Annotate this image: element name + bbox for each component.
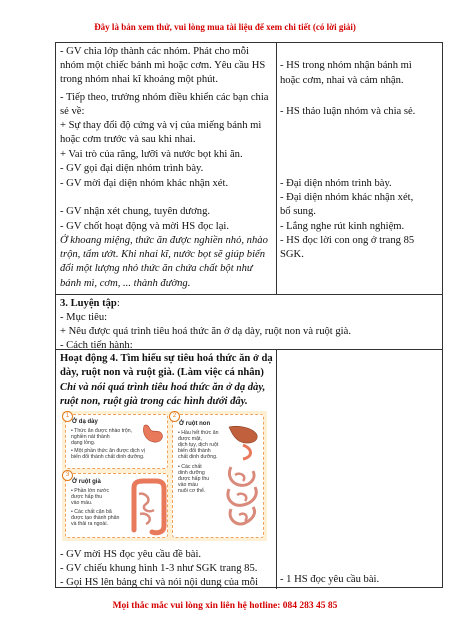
panel-bullet: nghiền nát thành (71, 434, 110, 440)
panel-bullet: được tạo thành phân (71, 515, 120, 521)
conclusion-text: Ở khoang miệng, thức ăn được nghiền nhỏ, nhào (60, 235, 268, 246)
teacher-step: - GV mời đại diện nhóm khác nhận xét. (60, 178, 229, 189)
activity-heading: dày, ruột non và ruột già. (Làm việc cá nhân) (60, 367, 264, 378)
digestion-diagram (62, 411, 267, 541)
teacher-step: - GV mời HS đọc yêu cầu đề bài. (60, 549, 202, 560)
preview-notice: Đây là bản xem thử, vui lòng mua tài liệu để xem chi tiết (có lời giải) (94, 22, 356, 32)
stomach-illustration (140, 423, 166, 445)
teacher-step: trong nhóm nhai kĩ khoảng một phút. (60, 74, 219, 85)
teacher-step: nhóm một chiếc bánh mì hoặc cơm. Yêu cầu HS (60, 60, 266, 71)
panel-bullet: vào máu (178, 482, 198, 488)
panel-bullet: • Hầu hết thức ăn (178, 430, 219, 436)
panel-bullet: nuôi cơ thể. (178, 488, 206, 494)
student-step: SGK. (280, 249, 304, 260)
conclusion-text: đổi một lượng nhỏ thức ăn chứa chất bột như (60, 263, 253, 274)
student-step: - 1 HS đọc yêu cầu bài. (280, 574, 380, 585)
panel-bullet: • Một phần thức ăn được dịch vị (71, 448, 145, 454)
objective-text: + Nêu được quá trình tiêu hoá thức ăn ở dạ dày, ruột non và ruột già. (60, 326, 351, 337)
panel-bullet: được hấp thu (178, 476, 210, 482)
student-step: hoặc cơm, nhai và cảm nhận. (280, 75, 404, 86)
teacher-step: - GV chốt hoạt động và mời HS đọc lại. (60, 221, 229, 232)
panel-number: 1 (62, 411, 73, 422)
panel-bullet: được hấp thu (71, 494, 103, 500)
teacher-step: - GV nhận xét chung, tuyên dương. (60, 206, 211, 217)
procedure-label: - Cách tiến hành: (60, 340, 133, 351)
panel-bullet: • Phần lớn nước (71, 488, 110, 494)
column-divider (276, 349, 277, 589)
panel-number: 3 (62, 470, 73, 481)
conclusion-text: trộn, tẩm ướt. Khi nhai kĩ, nước bọt sẽ giúp biến (60, 249, 266, 260)
teacher-step: - GV gọi đại diện nhóm trình bày. (60, 163, 204, 174)
panel-bullet: • Các chất (178, 464, 202, 470)
panel-bullet: • Thức ăn được nhào trộn, (71, 428, 133, 434)
student-step: - Đại diện nhóm khác nhận xét, (280, 192, 414, 203)
student-step: - HS thảo luận nhóm và chia sẻ. (280, 106, 416, 117)
practice-colon: : (116, 298, 120, 309)
teacher-step: - Tiếp theo, trưởng nhóm điều khiển các bạn chia (60, 92, 269, 103)
teacher-step: - GV chia lớp thành các nhóm. Phát cho mỗi (60, 46, 249, 57)
practice-heading (60, 297, 120, 311)
student-step: - HS đọc lời con ong ở trang 85 (280, 235, 415, 246)
teacher-step: + Sự thay đổi độ cứng và vị của miếng bánh mì (60, 120, 262, 131)
activity-instruction: Chỉ và nói quá trình tiêu hoá thức ăn ở dạ dày, (60, 382, 266, 393)
panel-bullet: dịch tụy, dịch ruột (178, 442, 219, 448)
row-divider (56, 294, 442, 295)
teacher-step: sẻ về: (60, 106, 85, 117)
stomach-panel (65, 414, 168, 469)
panel-bullet: biến đổi thành chất dinh dưỡng. (71, 454, 145, 460)
panel-bullet: dạng lỏng. (71, 440, 96, 446)
small-intestine-panel (172, 414, 264, 538)
panel-bullet: dinh dưỡng (178, 470, 205, 476)
student-step: - Đại diện nhóm trình bày. (280, 178, 392, 189)
lesson-table (55, 42, 443, 588)
teacher-step: + Vai trò của răng, lưỡi và nước bọt khi ăn. (60, 149, 243, 160)
panel-title: Ở ruột già (72, 479, 101, 485)
panel-bullet: chất dinh dưỡng. (178, 454, 218, 460)
panel-bullet: vào máu. (71, 500, 93, 506)
activity-heading: Hoạt động 4. Tìm hiểu sự tiêu hoá thức ăn ở dạ (60, 353, 273, 364)
student-step: - HS trong nhóm nhận bánh mì (280, 60, 412, 71)
hotline-notice: Mọi thắc mắc vui lòng xin liên hệ hotline: 084 283 45 85 (112, 601, 338, 611)
student-step: - Lắng nghe rút kinh nghiệm. (280, 221, 405, 232)
student-step: bổ sung. (280, 206, 316, 217)
teacher-step: hoặc cơm trước và sau khi nhai. (60, 134, 196, 145)
column-divider (276, 43, 277, 294)
activity-instruction: ruột non, ruột già trong các hình dưới đây. (60, 396, 248, 407)
panel-title: Ở ruột non (179, 421, 211, 427)
objective-label: - Mục tiêu: (60, 312, 108, 323)
teacher-step: - GV chiếu khung hình 1-3 như SGK trang 85. (60, 563, 258, 574)
teacher-step: - Gọi HS lên bảng chỉ và nói nội dung của mỗi (60, 577, 259, 588)
large-intestine-panel (65, 473, 168, 538)
conclusion-text: bánh mì, cơm, ... thành đường. (60, 278, 191, 289)
panel-title: Ở dạ dày (72, 419, 98, 425)
panel-bullet: • Các chất cặn bã (71, 509, 112, 515)
panel-number: 2 (169, 411, 180, 422)
panel-bullet: biến đổi thành (178, 448, 211, 454)
panel-bullet: và thải ra ngoài. (71, 521, 108, 527)
practice-title: 3. Luyện tập (60, 298, 117, 309)
panel-bullet: được mật, (178, 436, 202, 442)
large-intestine-illustration (126, 478, 168, 536)
small-intestine-illustration (223, 423, 263, 535)
